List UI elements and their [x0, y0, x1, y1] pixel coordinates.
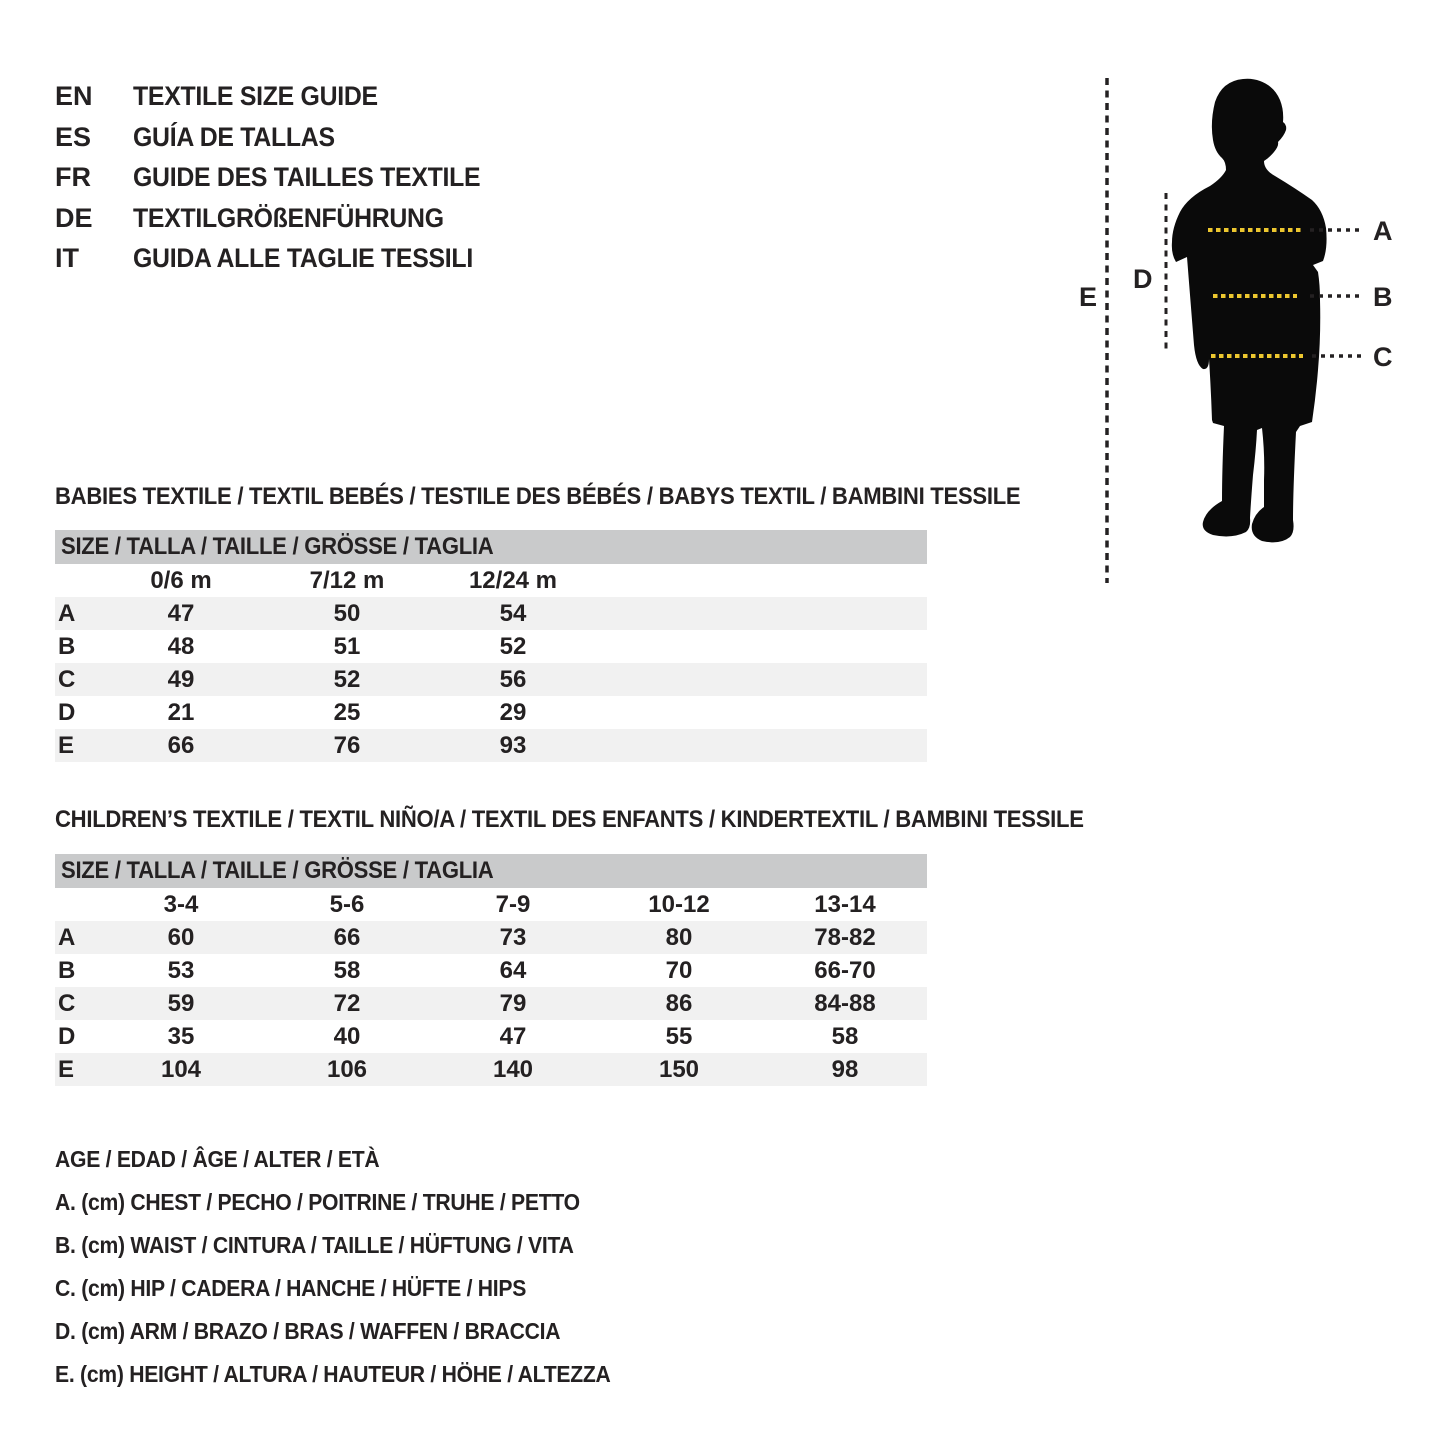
value-cell: 60: [167, 924, 195, 951]
value-cell: 79: [499, 990, 527, 1017]
label-e: E: [1079, 282, 1098, 312]
language-code: ES: [55, 121, 92, 152]
language-row-it: [55, 238, 510, 279]
table-row: [55, 630, 927, 663]
child-silhouette-icon: [1172, 79, 1327, 543]
value-cell: 53: [167, 957, 195, 984]
guide-title-de: TEXTILGRÖßENFÜHRUNG: [132, 202, 444, 233]
table-row: [55, 921, 927, 954]
value-cell: 48: [167, 633, 195, 660]
language-code: EN: [55, 81, 93, 111]
value-cell: 50: [333, 600, 361, 627]
row-label: E: [58, 732, 75, 759]
value-cell: 47: [499, 1023, 527, 1050]
column-header: 13-14: [814, 891, 876, 918]
row-label: A: [58, 600, 76, 627]
value-cell: 78-82: [814, 924, 876, 951]
value-cell: 47: [167, 600, 195, 627]
value-cell: 51: [333, 633, 361, 660]
label-c: C: [1373, 342, 1393, 372]
language-row-es: [55, 117, 510, 158]
babies-size-table: [55, 530, 927, 762]
column-header: 5-6: [329, 891, 365, 918]
legend-line-chest: [55, 1181, 659, 1224]
legend-text: D. (cm) ARM / BRAZO / BRAS / WAFFEN / BRACCIA: [55, 1318, 561, 1344]
legend-line-waist: [55, 1224, 659, 1267]
guide-title-en: TEXTILE SIZE GUIDE: [132, 81, 378, 111]
value-cell: 58: [333, 957, 361, 984]
value-cell: 54: [499, 600, 527, 627]
row-label: C: [58, 666, 76, 693]
value-cell: 72: [333, 990, 361, 1017]
value-cell: 66: [167, 732, 195, 759]
value-cell: 29: [499, 699, 527, 726]
label-b: B: [1373, 282, 1393, 312]
value-cell: 66: [333, 924, 361, 951]
table-row: [55, 954, 927, 987]
children-column-header-row: [55, 888, 927, 921]
value-cell: 64: [499, 957, 527, 984]
legend-text: E. (cm) HEIGHT / ALTURA / HAUTEUR / HÖHE / ALTEZZA: [55, 1361, 611, 1387]
size-bar-label: SIZE / TALLA / TAILLE / GRÖSSE / TAGLIA: [61, 857, 494, 884]
babies-column-header-row: [55, 564, 927, 597]
table-row: [55, 729, 927, 762]
value-cell: 21: [167, 699, 195, 726]
guide-title-it: GUIDA ALLE TAGLIE TESSILI: [132, 243, 473, 273]
value-cell: 76: [333, 732, 361, 759]
legend-line-age: [55, 1138, 659, 1181]
language-row-en: [55, 76, 510, 117]
table-row: [55, 663, 927, 696]
value-cell: 35: [167, 1023, 195, 1050]
babies-section-heading: [55, 483, 1104, 511]
legend-text: A. (cm) CHEST / PECHO / POITRINE / TRUHE / PETTO: [55, 1189, 580, 1215]
guide-title-fr: GUIDE DES TAILLES TEXTILE: [132, 162, 480, 192]
value-cell: 49: [167, 666, 195, 693]
table-row: [55, 987, 927, 1020]
column-header: 10-12: [648, 891, 710, 918]
value-cell: 66-70: [814, 957, 876, 984]
row-label: B: [58, 957, 76, 984]
column-header: 3-4: [163, 891, 199, 918]
value-cell: 93: [499, 732, 527, 759]
children-section-heading: [55, 806, 1173, 834]
language-code: IT: [55, 243, 79, 273]
value-cell: 70: [665, 957, 693, 984]
language-row-fr: [55, 157, 510, 198]
table-row: [55, 1053, 927, 1086]
measurement-legend: [55, 1138, 659, 1396]
babies-section-heading-text: BABIES TEXTILE / TEXTIL BEBÉS / TESTILE DES BÉBÉS / BABYS TEXTIL / BAMBINI TESSILE: [55, 483, 1021, 510]
legend-line-arm: [55, 1310, 659, 1353]
value-cell: 106: [326, 1056, 368, 1083]
measurement-figure: [1060, 60, 1410, 590]
size-bar: [55, 530, 927, 564]
language-row-de: [55, 198, 510, 239]
corner-cell: [55, 564, 98, 597]
legend-text: AGE / EDAD / ÂGE / ALTER / ETÀ: [55, 1146, 380, 1172]
corner-cell: [55, 888, 98, 921]
size-bar-label: SIZE / TALLA / TAILLE / GRÖSSE / TAGLIA: [61, 533, 494, 560]
value-cell: 73: [499, 924, 527, 951]
column-header: 7/12 m: [309, 567, 385, 594]
table-row: [55, 597, 927, 630]
value-cell: 80: [665, 924, 693, 951]
value-cell: 40: [333, 1023, 361, 1050]
table-row: [55, 1020, 927, 1053]
value-cell: 56: [499, 666, 527, 693]
legend-text: B. (cm) WAIST / CINTURA / TAILLE / HÜFTUNG / VITA: [55, 1232, 574, 1258]
row-label: D: [58, 699, 76, 726]
language-title-block: [55, 76, 510, 279]
label-a: A: [1373, 216, 1393, 246]
legend-text: C. (cm) HIP / CADERA / HANCHE / HÜFTE / HIPS: [55, 1275, 527, 1301]
row-label: C: [58, 990, 76, 1017]
value-cell: 55: [665, 1023, 693, 1050]
guide-title-es: GUÍA DE TALLAS: [132, 121, 335, 152]
value-cell: 98: [831, 1056, 859, 1083]
children-size-table: [55, 854, 927, 1086]
value-cell: 86: [665, 990, 693, 1017]
value-cell: 150: [658, 1056, 700, 1083]
row-label: B: [58, 633, 76, 660]
row-label: A: [58, 924, 76, 951]
row-label: D: [58, 1023, 76, 1050]
language-code: DE: [55, 202, 93, 233]
column-header: 0/6 m: [150, 567, 212, 594]
value-cell: 104: [160, 1056, 202, 1083]
size-bar: [55, 854, 927, 888]
children-section-heading-text: CHILDREN’S TEXTILE / TEXTIL NIÑO/A / TEXTIL DES ENFANTS / KINDERTEXTIL / BAMBINI TESSILE: [55, 806, 1084, 833]
row-label: E: [58, 1056, 75, 1083]
value-cell: 25: [333, 699, 361, 726]
table-row: [55, 696, 927, 729]
column-header: 12/24 m: [468, 567, 558, 594]
value-cell: 52: [333, 666, 361, 693]
language-code: FR: [55, 162, 91, 192]
label-d: D: [1133, 264, 1153, 294]
value-cell: 59: [167, 990, 195, 1017]
legend-line-hip: [55, 1267, 659, 1310]
column-header: 7-9: [495, 891, 531, 918]
legend-line-height: [55, 1353, 659, 1396]
value-cell: 58: [831, 1023, 859, 1050]
value-cell: 140: [492, 1056, 534, 1083]
value-cell: 52: [499, 633, 527, 660]
value-cell: 84-88: [814, 990, 876, 1017]
